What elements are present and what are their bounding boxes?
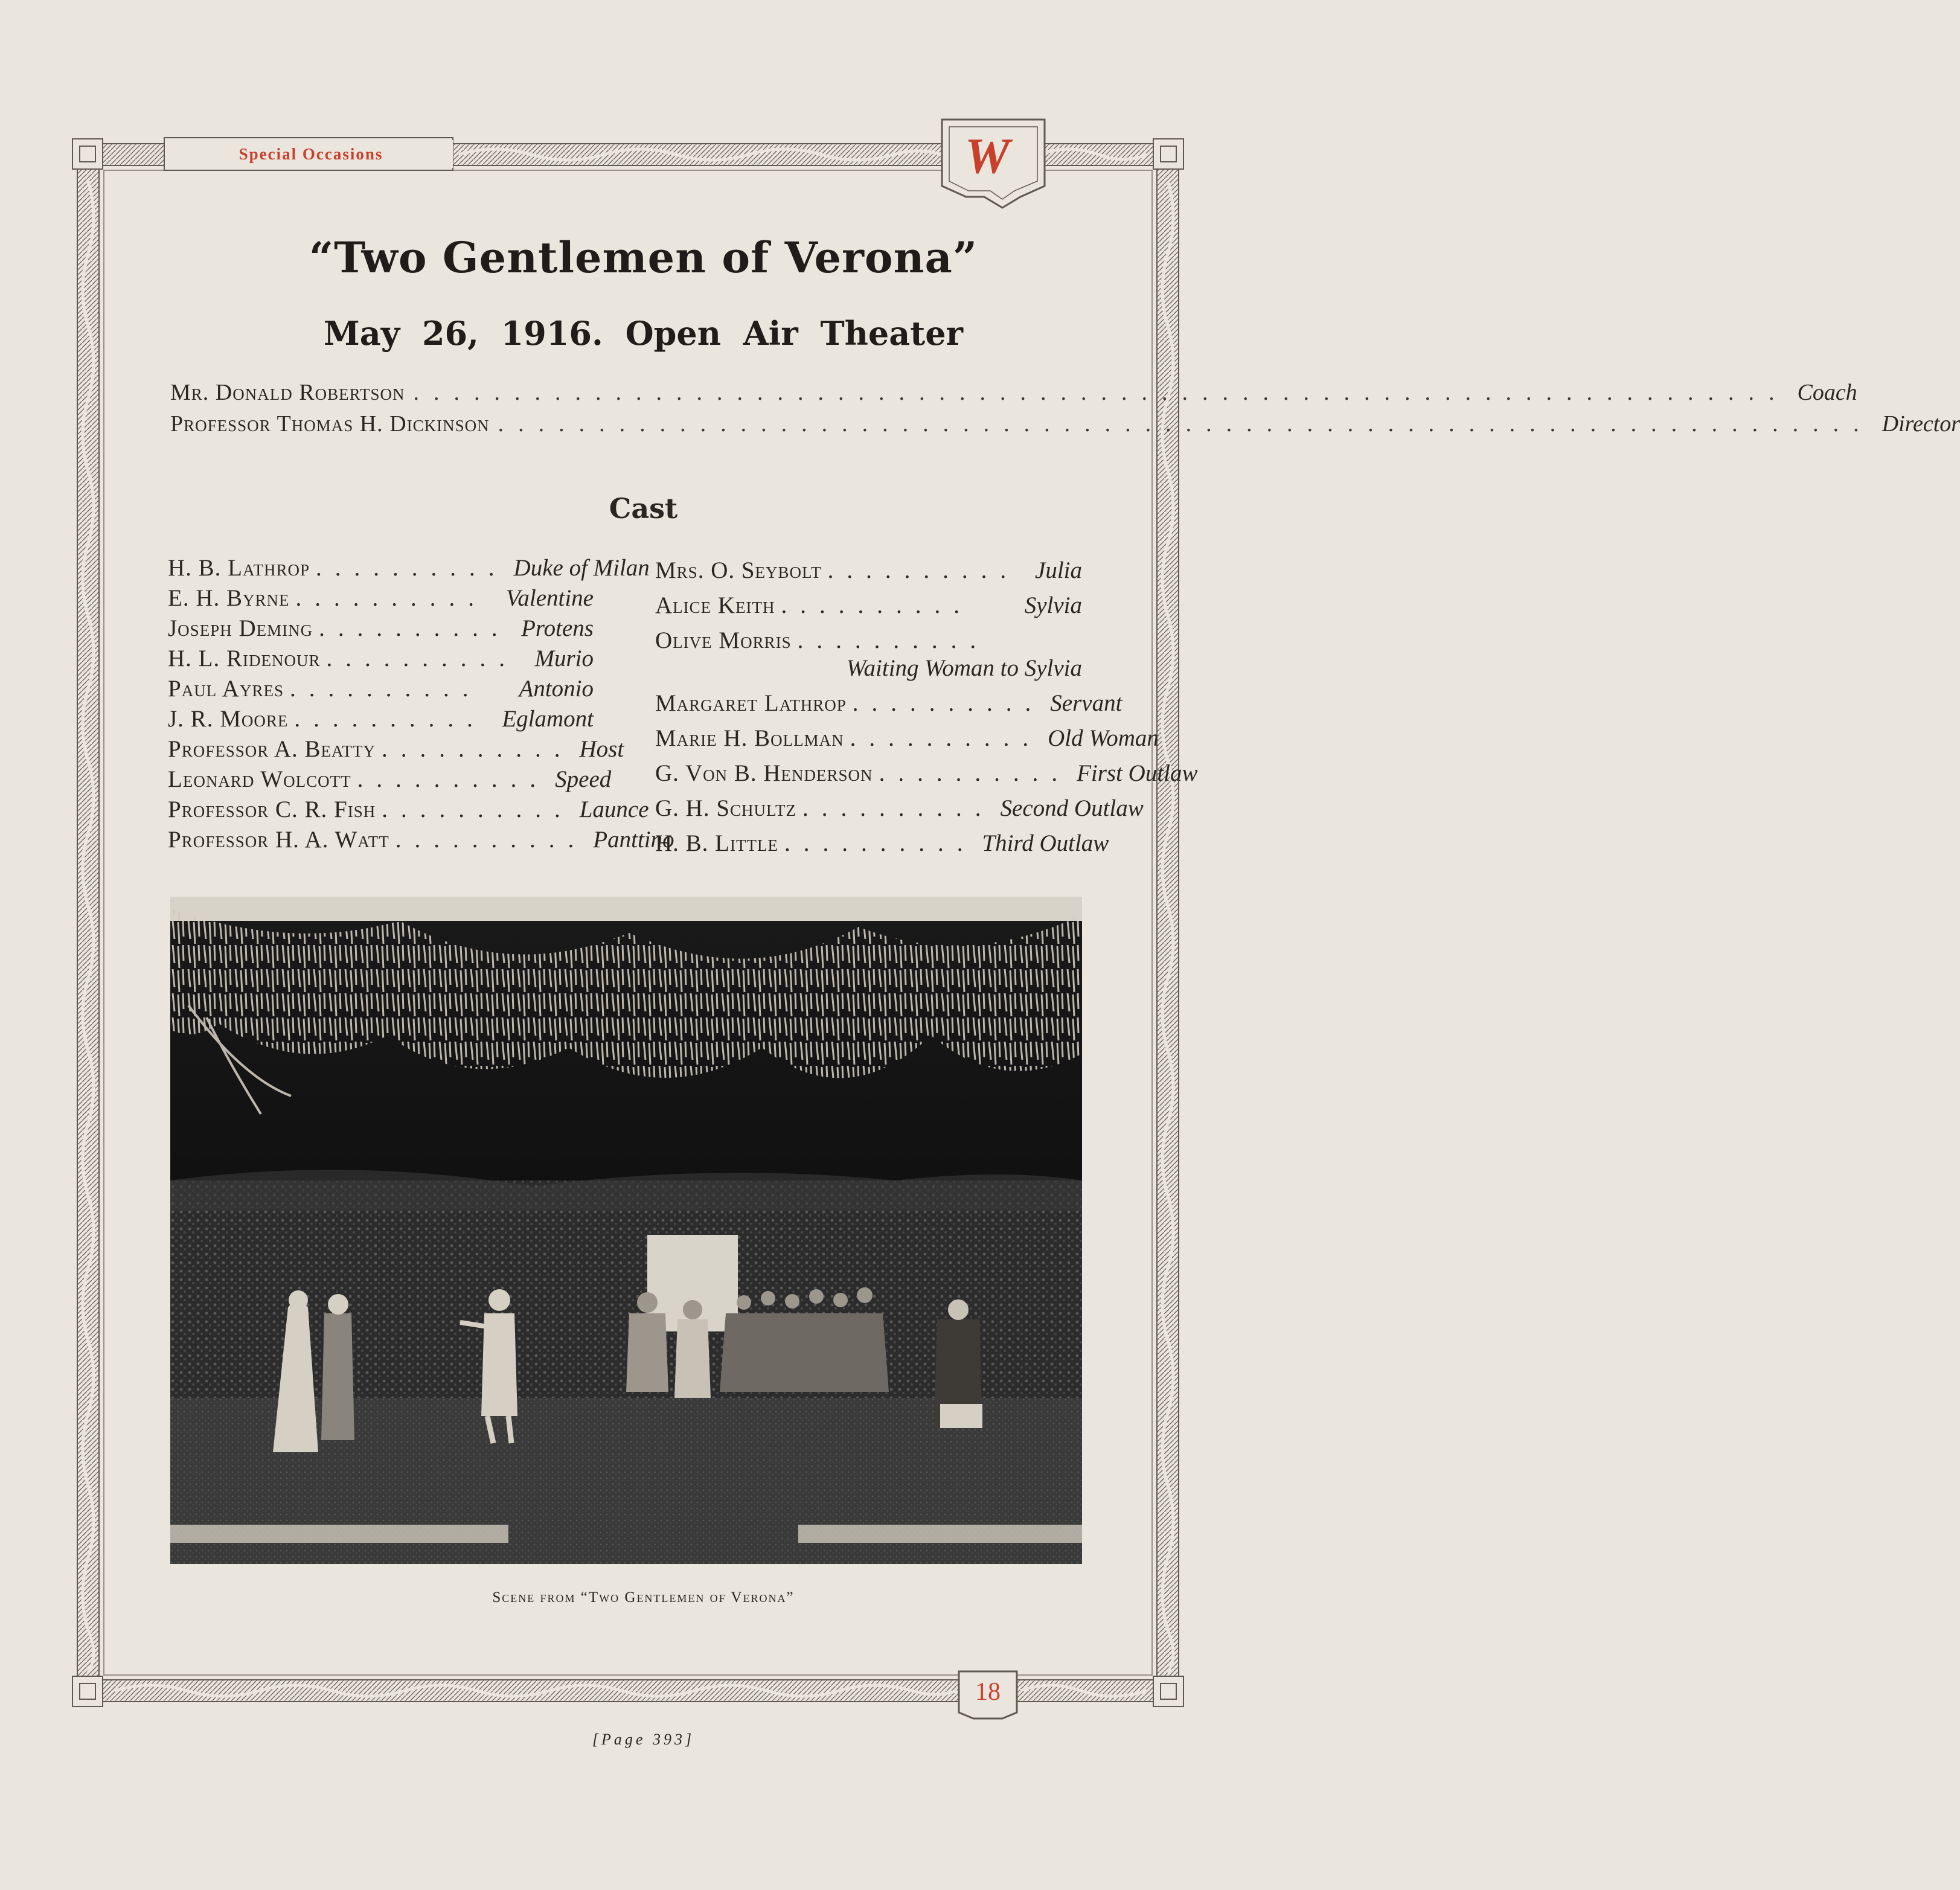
actor-name: Joseph Deming <box>168 615 313 641</box>
cast-row <box>655 627 1082 657</box>
cast-row <box>655 830 1109 860</box>
cast-heading: Cast <box>609 492 678 525</box>
character-role: First Outlaw <box>1077 760 1198 786</box>
character-role: Eglamont <box>502 706 594 732</box>
cast-row <box>168 766 612 796</box>
cast-row <box>168 735 624 766</box>
actor-name: Professor A. Beatty <box>168 736 376 762</box>
leader-dots: .......... <box>879 760 1071 786</box>
cast-row <box>168 705 594 735</box>
character-role: Sylvia <box>1024 592 1082 618</box>
actor-name: Professor H. A. Watt <box>168 827 389 853</box>
leader-dots: .......... <box>316 555 508 581</box>
actor-name: G. Von B. Henderson <box>655 760 873 786</box>
actor-name: Alice Keith <box>655 592 775 618</box>
leader-dots: .......... <box>850 725 1042 751</box>
cast-row <box>168 585 594 615</box>
leader-dots: .......... <box>395 827 588 853</box>
cast-row <box>168 615 594 645</box>
leader-dots: .......... <box>357 766 549 792</box>
section-label: Special Occasions <box>169 140 453 168</box>
cast-row <box>655 760 1198 790</box>
leader-dots: .......... <box>781 592 973 618</box>
character-role: Servant <box>1050 690 1123 716</box>
cast-row <box>655 725 1159 755</box>
actor-name: Mrs. O. Seybolt <box>655 557 822 583</box>
cast-row <box>168 796 649 826</box>
leader-dots: .................................................................... <box>498 411 1874 437</box>
leader-dots: .......... <box>852 690 1045 716</box>
leader-dots: .......... <box>797 627 990 653</box>
credit-name: Mr. Donald Robertson <box>170 380 405 405</box>
character-role: Second Outlaw <box>1000 795 1144 821</box>
character-role: Duke of Milan <box>513 555 650 581</box>
photo-caption: Scene from “Two Gentlemen of Verona” <box>492 1589 795 1606</box>
page-number: [Page 393] <box>592 1731 695 1748</box>
leader-dots: .......... <box>382 736 574 762</box>
character-role: Valentine <box>505 585 594 611</box>
credit-row <box>170 411 1960 442</box>
scene-photo-illustration <box>170 897 1082 1564</box>
character-role: Waiting Woman to Sylvia <box>846 655 1082 681</box>
actor-name: E. H. Byrne <box>168 585 290 611</box>
leader-dots: .......... <box>382 796 574 822</box>
event-subtitle: May 26, 1916. Open Air Theater <box>324 314 963 353</box>
character-role: Murio <box>534 645 594 671</box>
leader-dots: .................................................................... <box>413 380 1789 405</box>
page-title: “Two Gentlemen of Verona” <box>309 232 978 283</box>
cast-row <box>655 592 1082 622</box>
actor-name: Paul Ayres <box>168 676 284 702</box>
cast-row <box>168 645 594 675</box>
character-role: Julia <box>1035 557 1082 583</box>
leader-dots: .......... <box>827 557 1020 583</box>
character-role: Host <box>579 736 624 762</box>
credit-name: Professor Thomas H. Dickinson <box>170 411 490 437</box>
leader-dots: .......... <box>326 645 518 671</box>
cast-row <box>168 675 594 705</box>
actor-name: J. R. Moore <box>168 706 289 732</box>
cast-row <box>168 826 674 856</box>
character-role: Protens <box>521 615 594 641</box>
character-role: Antonio <box>519 676 594 702</box>
leader-dots: .......... <box>319 615 511 641</box>
wisconsin-logo-icon: W <box>964 127 1010 184</box>
character-role: Speed <box>555 766 612 792</box>
actor-name: H. B. Little <box>655 830 778 856</box>
page-badge: 18 <box>962 1674 1013 1710</box>
credit-role: Coach <box>1797 380 1857 405</box>
actor-name: H. L. Ridenour <box>168 645 321 671</box>
leader-dots: .......... <box>784 830 976 856</box>
credit-role: Director <box>1882 411 1960 437</box>
actor-name: Professor C. R. Fish <box>168 796 376 822</box>
actor-name: Marie H. Bollman <box>655 725 844 751</box>
leader-dots: .......... <box>289 676 482 702</box>
scene-photograph <box>170 897 1082 1564</box>
cast-row <box>655 690 1123 720</box>
actor-name: Leonard Wolcott <box>168 766 351 792</box>
actor-name: H. B. Lathrop <box>168 555 310 581</box>
character-role: Third Outlaw <box>982 830 1109 856</box>
actor-name: G. H. Schultz <box>655 795 797 821</box>
character-role: Launce <box>579 796 649 822</box>
cast-row <box>655 795 1144 825</box>
cast-row <box>168 554 650 585</box>
character-role: Panttino <box>593 827 674 853</box>
leader-dots: .......... <box>295 585 487 611</box>
actor-name: Margaret Lathrop <box>655 690 847 716</box>
cast-row <box>655 557 1082 587</box>
character-role: Old Woman <box>1048 725 1159 751</box>
credit-row <box>170 379 1857 411</box>
leader-dots: .......... <box>294 706 486 732</box>
leader-dots: .......... <box>802 795 994 821</box>
actor-name: Olive Morris <box>655 627 792 653</box>
